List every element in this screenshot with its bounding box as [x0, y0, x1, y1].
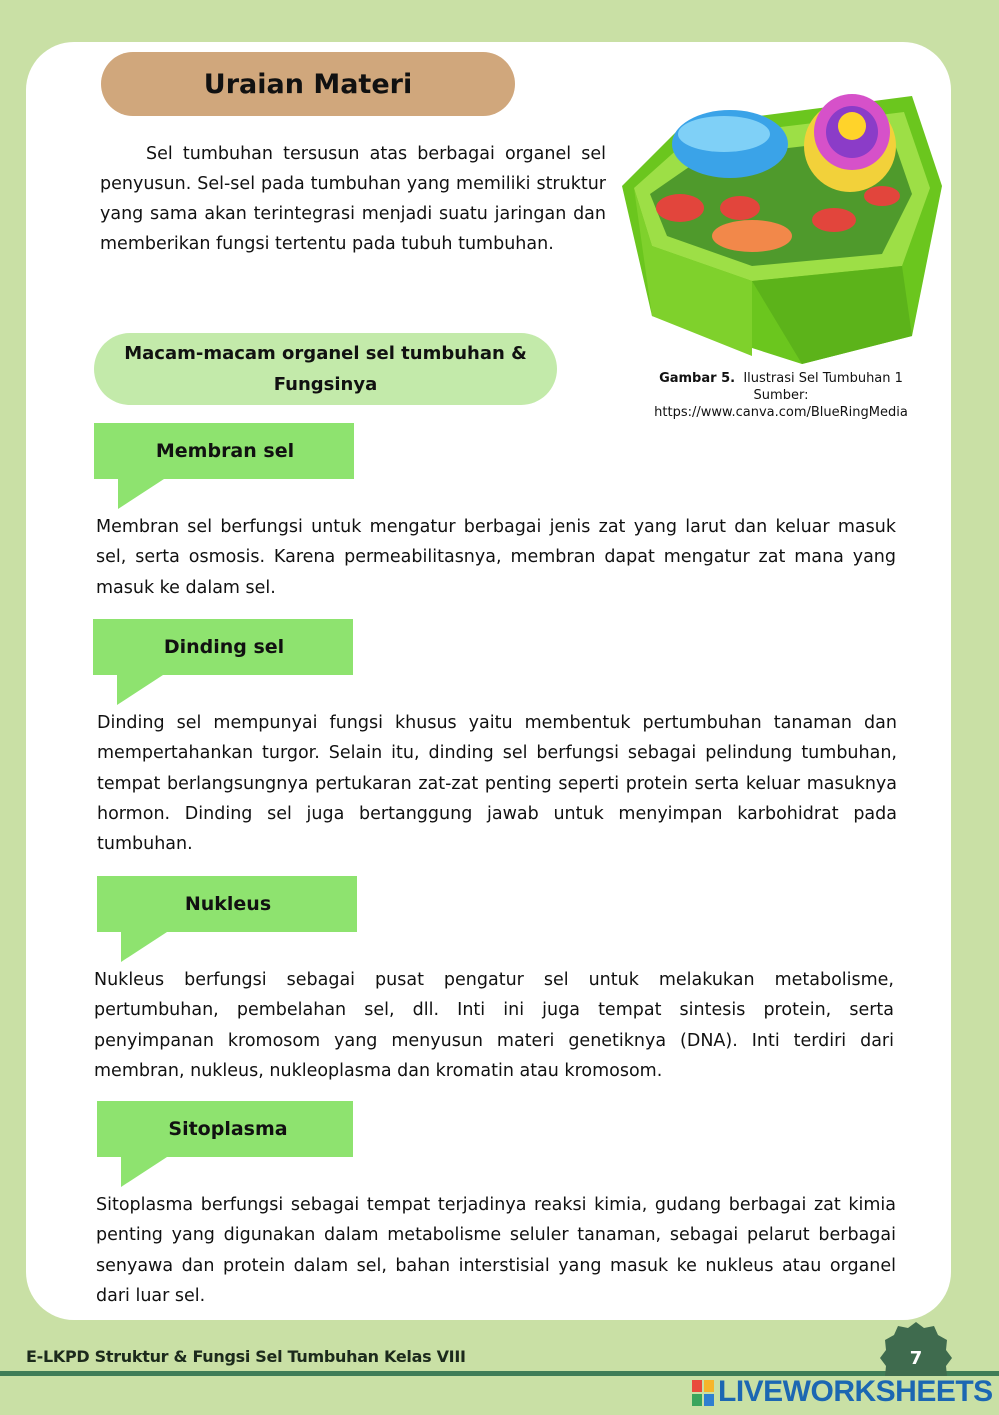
page-number: 7: [909, 1347, 923, 1369]
membran-sel-description: Membran sel berfungsi untuk mengatur berbagai jenis zat yang larut dan keluar masuk sel, serta osmosis. Karena permeabilitasnya, membran dapat mengatur zat mana yang masuk ke dalam sel.: [96, 517, 896, 598]
liveworksheets-logo-icon: [692, 1380, 714, 1406]
figure-caption: [618, 370, 944, 421]
figure-title: Ilustrasi Sel Tumbuhan 1: [743, 371, 903, 386]
intro-paragraph: Sel tumbuhan tersusun atas berbagai organel sel penyusun. Sel-sel pada tumbuhan yang memiliki struktur yang sama akan terintegrasi menjadi suatu jaringan dan memberikan fungsi tertentu pada tubuh tumbuhan.: [100, 144, 606, 254]
tag-sitoplasma: [97, 1101, 359, 1191]
tag-dinding-sel: [93, 619, 355, 709]
section-title: [94, 333, 557, 405]
page-title: Uraian Materi: [101, 52, 515, 116]
watermark-text: LIVEWORKSHEETS: [718, 1375, 993, 1408]
figure-source-label: Sumber:: [753, 388, 809, 403]
footer-title: E-LKPD Struktur & Fungsi Sel Tumbuhan Kelas VIII: [26, 1347, 466, 1366]
tag-label: Nukleus: [184, 893, 272, 915]
tag-nukleus: [97, 876, 359, 966]
tag-label: Sitoplasma: [168, 1118, 288, 1140]
tag-label: Dinding sel: [163, 636, 285, 658]
figure-source-url: https://www.canva.com/BlueRingMedia: [654, 405, 908, 420]
section-title-text: Macam-macam organel sel tumbuhan & Fungsinya: [124, 343, 527, 395]
tag-membran-sel: [94, 423, 356, 513]
plant-cell-illustration: [612, 76, 944, 366]
nukleus-description: Nukleus berfungsi sebagai pusat pengatur sel untuk melakukan metabolisme, pertumbuhan, pembelahan sel, dll. Inti ini juga tempat sintesis protein, serta penyimpanan kromosom yang menyusun materi genetiknya (DNA). Inti terdiri dari membran, nukleus, nukleoplasma dan kromatin atau kromosom.: [94, 970, 894, 1081]
tag-label: Membran sel: [155, 440, 295, 462]
sitoplasma-description: Sitoplasma berfungsi sebagai tempat terjadinya reaksi kimia, gudang berbagai zat kimia penting yang digunakan dalam metabolisme seluler tanaman, sebagai pelarut berbagai senyawa dan protein dalam sel, bahan interstisial yang masuk ke nukleus atau organel dari luar sel.: [96, 1195, 896, 1306]
figure-label: Gambar 5.: [659, 371, 736, 386]
dinding-sel-description: Dinding sel mempunyai fungsi khusus yaitu membentuk pertumbuhan tanaman dan mempertahankan turgor. Selain itu, dinding sel berfungsi sebagai pelindung tumbuhan, tempat berlangsungnya pertukaran zat-zat penting seperti protein serta keluar masuknya hormon. Dinding sel juga bertanggung jawab untuk menyimpan karbohidrat pada tumbuhan.: [97, 713, 897, 855]
